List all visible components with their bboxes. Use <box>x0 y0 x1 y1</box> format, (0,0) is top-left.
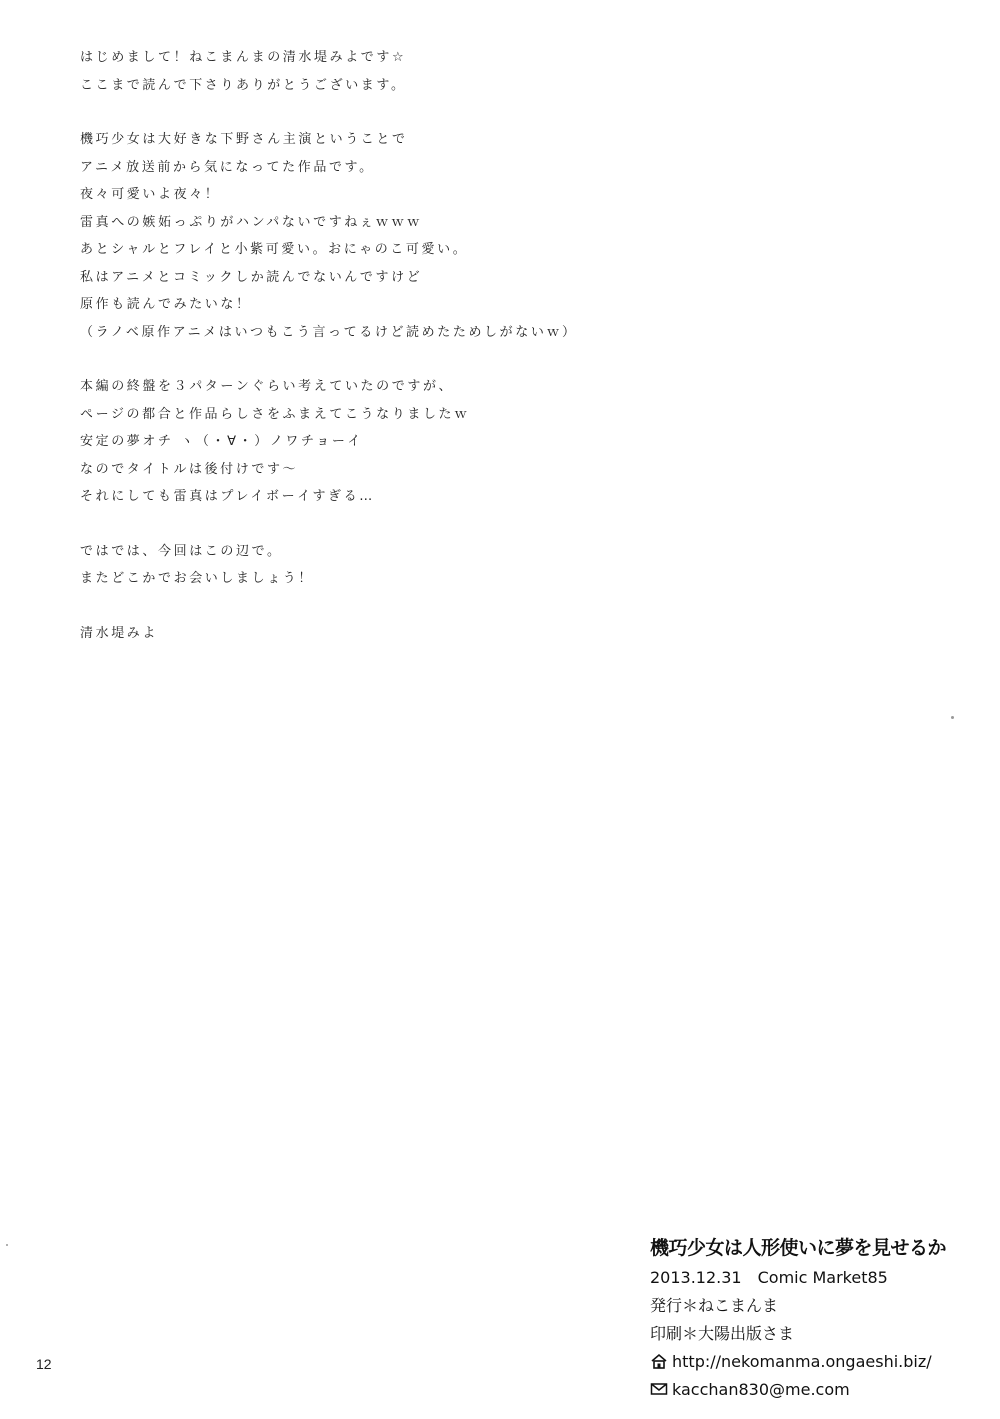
afterword-line: はじめまして！ねこまんまの清水堤みよです☆ <box>80 50 407 65</box>
afterword-paragraph <box>80 44 940 99</box>
colophon-title: 機巧少女は人形使いに夢を見せるか <box>650 1237 947 1259</box>
afterword-line: 本編の終盤を３パターンぐらい考えていたのですが、 <box>80 379 455 394</box>
afterword-line: ではでは、今回はこの辺で。 <box>80 543 283 559</box>
afterword-line: アニメ放送前から気になってた作品です。 <box>80 159 375 175</box>
afterword-line: 原作も読んでみたいな！ <box>80 297 252 312</box>
colophon <box>650 1232 990 1404</box>
afterword-line: なのでタイトルは後付けです～ <box>80 461 299 477</box>
colophon-publisher: 発行＊ねこまんま <box>650 1296 779 1315</box>
afterword-line: 安定の夢オチ ヽ（・∀・）ノワチョーイ <box>80 434 364 449</box>
afterword-line: 私はアニメとコミックしか読んでないんですけど <box>80 269 423 285</box>
envelope-icon <box>650 1378 668 1394</box>
afterword-line: あとシャルとフレイと小紫可愛い。おにゃのこ可愛い。 <box>80 242 469 257</box>
colophon-printer: 印刷＊大陽出版さま <box>650 1324 795 1343</box>
afterword-line: またどこかでお会いしましょう！ <box>80 571 315 586</box>
colophon-website-row[interactable] <box>650 1348 990 1376</box>
afterword-line: それにしても雷真はプレイボーイすぎる… <box>80 489 375 504</box>
house-icon <box>650 1350 668 1366</box>
email-link[interactable]: kacchan830@me.com <box>672 1380 850 1399</box>
author-signature: 清水堤みよ <box>80 625 159 641</box>
afterword-line: （ラノベ原作アニメはいつもこう言ってるけど読めたためしがないｗ） <box>80 324 578 340</box>
afterword-line: 機巧少女は大好きな下野さん主演ということで <box>80 132 408 147</box>
website-link[interactable]: http://nekomanma.ongaeshi.biz/ <box>672 1352 932 1371</box>
afterword-paragraph <box>80 126 940 346</box>
afterword-paragraph <box>80 373 940 511</box>
afterword-text <box>80 44 940 647</box>
colophon-date-event: 2013.12.31 Comic Market85 <box>650 1268 888 1287</box>
afterword-line: 夜々可愛いよ夜々！ <box>80 187 221 202</box>
scan-speck <box>6 1244 8 1246</box>
afterword-line: ページの都合と作品らしさをふまえてこうなりましたｗ <box>80 406 470 422</box>
page-number: 12 <box>36 1356 52 1372</box>
afterword-line: 雷真への嫉妬っぷりがハンパないですねぇｗｗｗ <box>80 214 423 230</box>
colophon-email-row[interactable] <box>650 1376 990 1404</box>
afterword-paragraph <box>80 538 940 593</box>
afterword-line: ここまで読んで下さりありがとうございます。 <box>80 77 407 93</box>
scan-speck <box>951 716 954 719</box>
